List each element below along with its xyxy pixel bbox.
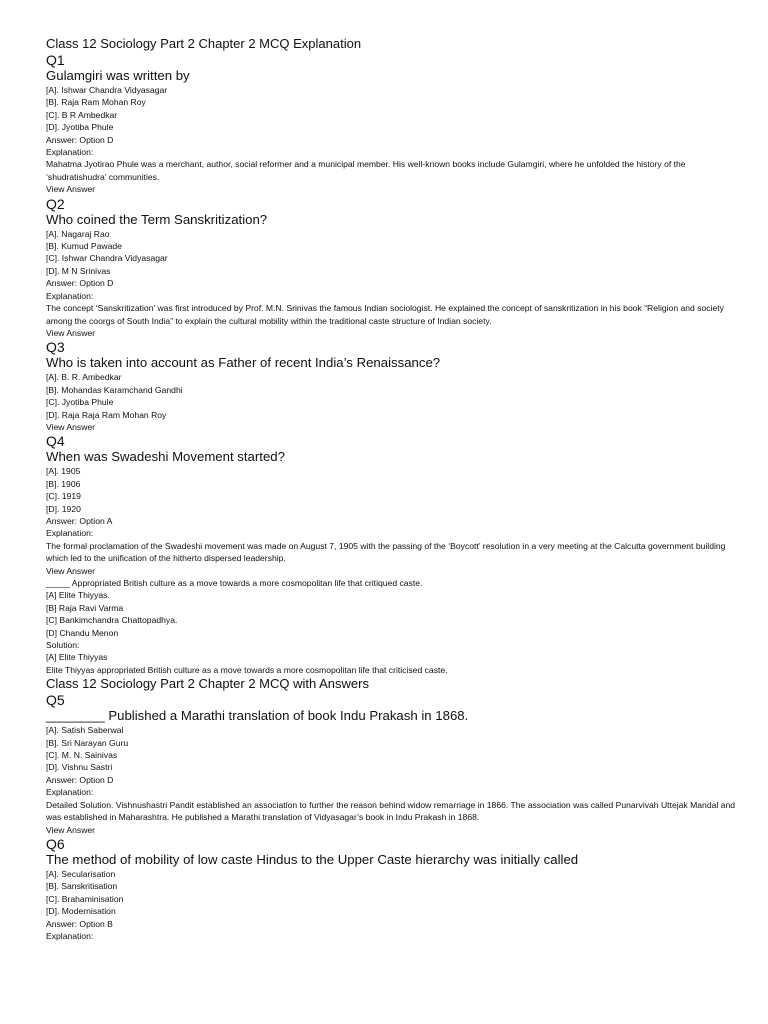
option-c: [C] Bankimchandra Chattopadhya.: [46, 615, 178, 626]
option-b: [B]. Raja Ram Mohan Roy: [46, 97, 146, 108]
solution-text: Elite Thiyyas appropriated British culture as a move towards a more cosmopolitan life that criticised caste.: [46, 664, 448, 675]
view-answer-link[interactable]: View Answer: [46, 565, 96, 576]
question-text: When was Swadeshi Movement started?: [46, 449, 285, 465]
question-number: Q3: [46, 339, 65, 356]
question-number: Q2: [46, 195, 65, 212]
question-text: The method of mobility of low caste Hindus to the Upper Caste hierarchy was initially called: [46, 851, 579, 867]
explanation-text: The concept ‘Sanskritization’ was first introduced by Prof. M.N. Srinivas the famous Indian sociologist. He explained the concept of sanskritization in his book “Religion and society among the coorgs of South India” to explain the cultural mobility within the traditional caste structure of Indian society.: [46, 303, 724, 326]
explanation-label: Explanation:: [46, 290, 94, 301]
view-answer-link[interactable]: View Answer: [46, 824, 96, 835]
question-block-extra: [46, 577, 736, 676]
option-a: [A]. Satish Saberwal: [46, 725, 124, 736]
option-b: [B]. Kumud Pawade: [46, 241, 122, 252]
option-b: [B]. 1906: [46, 478, 81, 489]
question-text: Gulamgiri was written by: [46, 68, 190, 83]
option-b: [B]. Sanskritisation: [46, 881, 118, 892]
option-c: [C]. B R Ambedkar: [46, 109, 118, 120]
question-text: _____ Appropriated British culture as a move towards a more cosmopolitan life that critiqued caste.: [46, 578, 423, 588]
option-d: [D]. Jyotiba Phule: [46, 122, 114, 133]
view-answer-link[interactable]: View Answer: [46, 421, 96, 432]
option-a: [A]. 1905: [46, 466, 81, 477]
document-title: Class 12 Sociology Part 2 Chapter 2 MCQ Explanation: [46, 36, 362, 51]
option-a: [A]. Ishwar Chandra Vidyasagar: [46, 85, 168, 95]
question-text: Who is taken into account as Father of recent India’s Renaissance?: [46, 355, 441, 371]
question-block-q5: [46, 692, 736, 836]
explanation-label: Explanation:: [46, 787, 94, 798]
option-a: [A]. Secularisation: [46, 868, 116, 879]
option-a: [A]. Nagaraj Rao: [46, 228, 110, 239]
option-c: [C]. M. N. Sainivas: [46, 750, 118, 761]
explanation-text: The formal proclamation of the Swadeshi movement was made on August 7, 1905 with the passing of the ‘Boycott’ resolution in a very meeting at the Calcutta government building which led to the unification of the hitherto dispersed leadership.: [46, 540, 726, 564]
option-c: [C]. Jyotiba Phule: [46, 397, 114, 408]
option-d: [D] Chandu Menon: [46, 627, 119, 638]
answer-line: Answer: Option B: [46, 918, 113, 929]
answer-line: Answer: Option D: [46, 278, 114, 289]
answer-line: Answer: Option D: [46, 134, 114, 145]
option-b: [B]. Mohandas Karamchand Gandhi: [46, 384, 183, 395]
answer-line: Answer: Option D: [46, 774, 114, 785]
option-d: [D]. 1920: [46, 503, 81, 514]
view-answer-link[interactable]: View Answer: [46, 327, 96, 338]
question-text: Who coined the Term Sanskritization?: [46, 211, 268, 227]
question-number: Q1: [46, 52, 65, 68]
option-a: [A]. B. R. Ambedkar: [46, 372, 122, 383]
explanation-text: Detailed Solution. Vishnushastri Pandit established an association to further the reason behind widow remarriage in 1866. The association was called Punarvivah Uttejak Mandal and was established in Maharashtra. He published a Marathi translation of Vidyasagar’s book in Indu Prakash in 1868.: [46, 799, 736, 823]
question-block-q2: [46, 196, 736, 340]
option-b: [B] Raja Ravi Varma: [46, 602, 124, 613]
question-block-q4: [46, 433, 736, 577]
section-heading: Class 12 Sociology Part 2 Chapter 2 MCQ with Answers: [46, 676, 369, 692]
solution-label: Solution:: [46, 640, 80, 651]
explanation-label: Explanation:: [46, 147, 94, 158]
question-block-q3: [46, 339, 736, 433]
option-d: [D]. M N Srinivas: [46, 265, 111, 276]
option-d: [D]. Modernisation: [46, 906, 116, 917]
option-b: [B]. Sri Narayan Guru: [46, 737, 129, 748]
explanation-label: Explanation:: [46, 930, 94, 941]
option-d: [D]. Vishnu Sastri: [46, 762, 113, 773]
question-number: Q4: [46, 433, 65, 450]
explanation-label: Explanation:: [46, 528, 94, 539]
option-c: [C]. Brahaminisation: [46, 893, 124, 904]
question-number: Q5: [46, 692, 65, 709]
option-c: [C]. 1919: [46, 491, 81, 502]
question-text: ________ Published a Marathi translation of book Indu Prakash in 1868.: [46, 708, 469, 724]
view-answer-link[interactable]: View Answer: [46, 184, 96, 195]
option-c: [C]. Ishwar Chandra Vidyasagar: [46, 253, 168, 264]
option-d: [D]. Raja Raja Ram Mohan Roy: [46, 409, 167, 420]
answer-line: Answer: Option A: [46, 515, 113, 526]
question-number: Q6: [46, 835, 65, 852]
question-block-q1: [46, 52, 736, 196]
solution-answer: [A] Elite Thiyyas: [46, 652, 108, 663]
question-block-q6: [46, 836, 736, 942]
document-body: [46, 36, 736, 942]
explanation-text: Mahatma Jyotirao Phule was a merchant, author, social reformer and a municipal member. His well-known books include Gulamgiri, where he unfolded the history of the ‘shudratishudra’ communities.: [46, 159, 686, 182]
option-a: [A] Elite Thiyyas.: [46, 590, 110, 601]
